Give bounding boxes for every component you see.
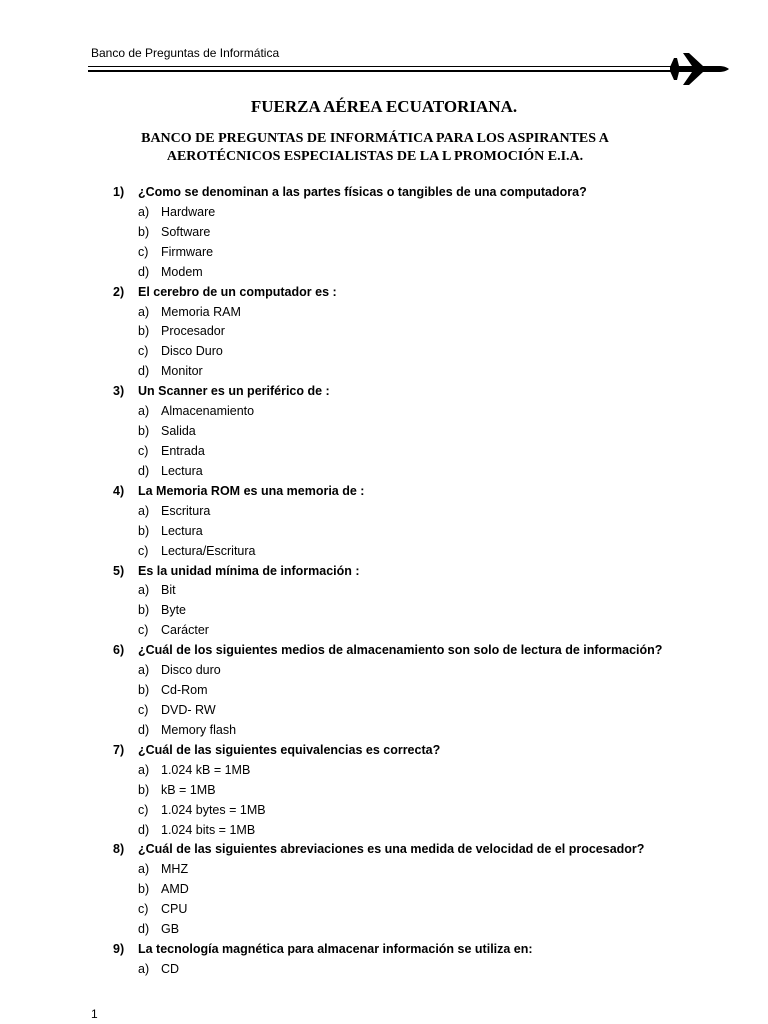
answer-option [0,860,768,880]
option-letter: c) [138,802,149,817]
option-text: Procesador [161,324,225,339]
option-text: 1.024 bytes = 1MB [161,802,266,817]
answer-option [0,960,768,980]
answer-option [0,661,768,681]
page-number: 1 [91,1007,98,1021]
option-text: Salida [161,424,196,439]
option-text: Byte [161,603,187,618]
answer-option [0,322,768,342]
answer-option [0,542,768,562]
option-text: Memory flash [161,722,237,737]
answer-option [0,721,768,741]
answer-option [0,303,768,323]
option-letter: b) [138,424,150,439]
question-text: ¿Como se denominan a las partes físicas o tangibles de una computadora? [138,185,587,199]
option-letter: c) [138,702,149,717]
header-divider [88,66,672,72]
option-letter: d) [138,722,150,737]
answer-option [0,581,768,601]
option-letter: a) [138,404,150,419]
subtitle-line: BANCO DE PREGUNTAS DE INFORMÁTICA PARA LOS ASPIRANTES A [141,131,609,146]
question-number: 8) [113,842,125,857]
option-letter: a) [138,862,150,877]
answer-option [0,601,768,621]
option-text: CD [161,961,180,976]
option-text: AMD [161,882,189,897]
option-text: 1.024 bits = 1MB [161,822,256,837]
option-text: Modem [161,264,203,279]
option-letter: c) [138,344,149,359]
option-letter: b) [138,603,150,618]
question-text: La tecnología magnética para almacenar información se utiliza en: [138,942,533,957]
answer-option [0,920,768,940]
subtitle-line: AEROTÉCNICOS ESPECIALISTAS DE LA L PROMOCIÓN E.I.A. [166,149,584,164]
question [0,562,768,582]
option-text: Disco duro [161,663,221,678]
option-text: Cd-Rom [161,683,208,698]
answer-option [0,203,768,223]
question-number: 2) [113,284,125,299]
option-text: Memoria RAM [161,304,241,319]
answer-option [0,781,768,801]
option-letter: a) [138,762,150,777]
option-letter: b) [138,324,150,339]
question-text: ¿Cuál de las siguientes abreviaciones es una medida de velocidad de el procesador? [138,842,645,857]
answer-option [0,801,768,821]
question-number: 5) [113,563,125,578]
option-letter: a) [138,204,150,219]
option-text: Firmware [161,244,214,259]
option-letter: b) [138,782,150,797]
answer-option [0,502,768,522]
question-text: ¿Cuál de las siguientes equivalencias es correcta? [138,742,441,757]
option-text: 1.024 kB = 1MB [161,762,251,777]
question-list [0,183,768,980]
question [0,840,768,860]
document-title: FUERZA AÉREA ECUATORIANA. [250,97,518,116]
answer-option [0,442,768,462]
answer-option [0,462,768,482]
answer-option [0,701,768,721]
option-text: CPU [161,902,188,917]
option-letter: b) [138,683,150,698]
question-number: 9) [113,942,125,957]
option-text: MHZ [161,862,189,877]
answer-option [0,621,768,641]
option-letter: c) [138,244,149,259]
option-text: GB [161,922,180,937]
option-letter: a) [138,663,150,678]
option-text: Lectura [161,463,203,478]
option-text: Lectura [161,523,203,538]
option-text: Software [161,224,211,239]
answer-option [0,522,768,542]
question [0,382,768,402]
question [0,741,768,761]
option-letter: b) [138,523,150,538]
answer-option [0,342,768,362]
option-text: Bit [161,583,176,598]
question-number: 3) [113,384,125,399]
option-letter: b) [138,882,150,897]
option-text: Monitor [161,364,203,379]
question-number: 7) [113,742,125,757]
answer-option [0,263,768,283]
answer-option [0,243,768,263]
question-text: La Memoria ROM es una memoria de : [138,483,365,498]
answer-option [0,880,768,900]
question [0,641,768,661]
question [0,183,768,203]
answer-option [0,362,768,382]
option-letter: d) [138,822,150,837]
answer-option [0,821,768,841]
option-letter: a) [138,304,150,319]
question-number: 6) [113,643,125,658]
option-text: Almacenamiento [161,404,255,419]
option-text: kB = 1MB [161,782,216,797]
answer-option [0,402,768,422]
document-subtitle [100,130,650,166]
option-text: Carácter [161,623,209,638]
question-text: Es la unidad mínima de información : [138,563,360,578]
jet-plane-icon [668,52,730,86]
question-number: 1) [113,185,125,199]
option-letter: c) [138,623,149,638]
option-text: Hardware [161,204,216,219]
option-text: Lectura/Escritura [161,543,256,558]
option-letter: d) [138,264,150,279]
option-letter: c) [138,543,149,558]
option-text: Escritura [161,503,211,518]
answer-option [0,223,768,243]
running-header: Banco de Preguntas de Informática [91,46,280,60]
option-letter: d) [138,364,150,379]
option-letter: b) [138,224,150,239]
option-letter: c) [138,443,149,458]
option-text: DVD- RW [161,702,216,717]
question-text: El cerebro de un computador es : [138,284,337,299]
question-text: ¿Cuál de los siguientes medios de almacenamiento son solo de lectura de información? [138,643,663,658]
option-text: Disco Duro [161,344,223,359]
option-text: Entrada [161,443,205,458]
question-text: Un Scanner es un periférico de : [138,384,330,399]
option-letter: d) [138,463,150,478]
answer-option [0,681,768,701]
question [0,283,768,303]
option-letter: a) [138,583,150,598]
question [0,482,768,502]
option-letter: a) [138,503,150,518]
option-letter: d) [138,922,150,937]
answer-option [0,900,768,920]
answer-option [0,422,768,442]
answer-option [0,761,768,781]
question [0,940,768,960]
option-letter: c) [138,902,149,917]
option-letter: a) [138,961,150,976]
question-number: 4) [113,483,125,498]
